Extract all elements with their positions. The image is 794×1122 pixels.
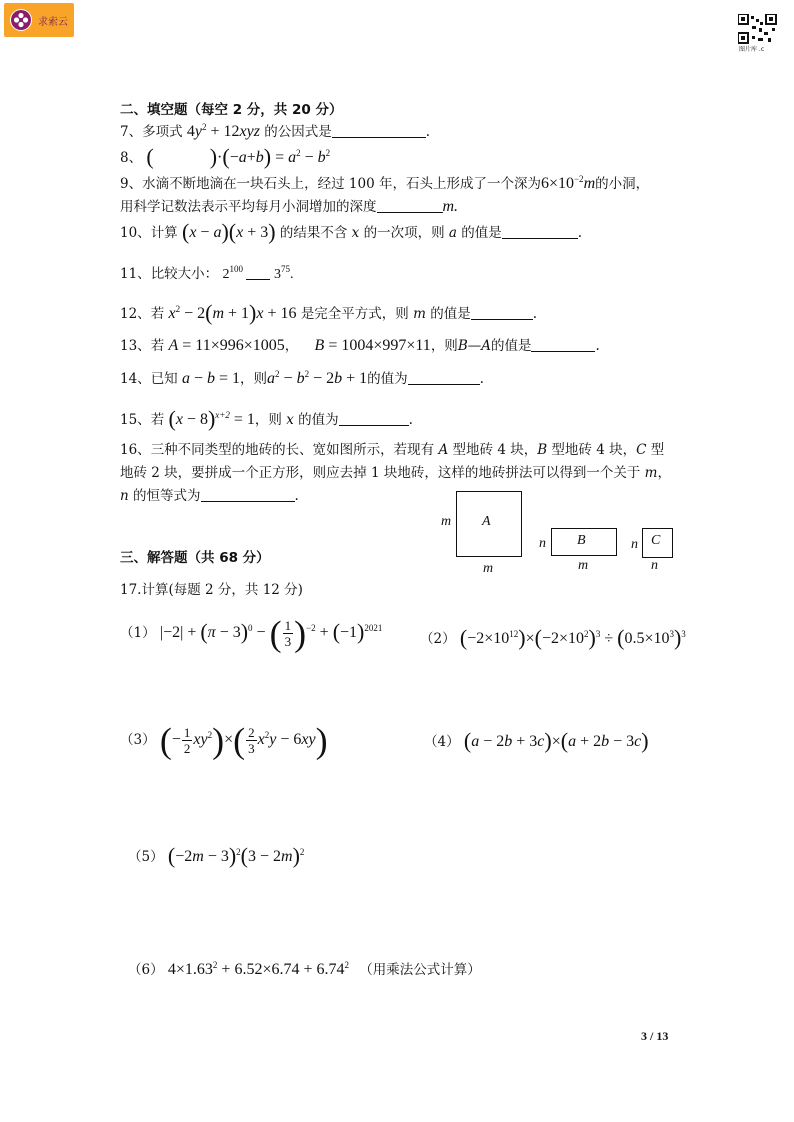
question-9: 9、水滴不断地滴在一块石头上，经过 100 年，石头上形成了一个深为$6\times 10^{-2}m$的小洞， <box>120 174 650 192</box>
tile-b-side: n <box>539 536 546 551</box>
p6-expression: $4\times 1.63^2 + 6.52\times 6.74 + 6.74^2$ <box>167 960 349 978</box>
question-16-line3: n 的恒等式为 . <box>120 488 299 504</box>
tile-c-bottom: n <box>651 558 658 573</box>
question-8: 8、 ( )$\cdot(-a+b) = a^2 - b^2$ <box>120 144 331 169</box>
q9-answer-blank[interactable] <box>377 200 443 213</box>
p1-expression: $|-2| + (\pi - 3)^0$ − ( $\frac{1}{3}$ )$^{-2} + (-1)^{2021}$ <box>159 613 383 654</box>
tile-b-bottom: m <box>578 558 589 573</box>
problem-6: （6） $4\times 1.63^2 + 6.52\times 6.74 + 6.74^2$ （用乘法公式计算） <box>128 960 481 978</box>
tile-c-label: C <box>651 533 661 548</box>
question-16: 16、三种不同类型的地砖的长、宽如图所示，若现有 A 型地砖 4 块，B 型地砖 4 块，C 型 <box>120 442 665 458</box>
q15-answer-blank[interactable] <box>339 413 409 426</box>
p5-expression: $(-2m - 3)^2(3 - 2m)^2$ <box>167 843 305 868</box>
question-16-line2: 地砖 2 块，要拼成一个正方形，则应去掉 1 块地砖，这样的地砖拼法可以得到一个关于 m， <box>120 465 671 481</box>
p3-expression: (− $\frac{1}{2}$ $xy^2)\times$( $\frac{2}{3}$ $x^2y - 6xy$) <box>159 720 328 761</box>
problem-3: （3） (− $\frac{1}{2}$ $xy^2)\times$( $\frac{2}{3}$ $x^2y - 6xy$) <box>120 720 328 761</box>
question-15: 15、若 $(x - 8)^{x+2} = 1$，则 x 的值为 . <box>120 406 413 431</box>
q7-answer-blank[interactable] <box>332 125 426 138</box>
logo-emblem-icon <box>10 9 32 31</box>
problem-5: （5） $(-2m - 3)^2(3 - 2m)^2$ <box>128 843 305 868</box>
q14-answer-blank[interactable] <box>408 372 480 385</box>
question-11: 11、比较大小： $2^{100}$ $3^{75}$. <box>120 264 294 282</box>
qr-label: 图片库 .c <box>739 46 765 53</box>
problem-4: （4） (a − 2b + 3c)×(a + 2b − 3c) <box>424 728 649 753</box>
section2-heading: 二、填空题（每空 2 分，共 20 分） <box>120 102 343 118</box>
q12-answer-blank[interactable] <box>471 307 533 320</box>
tile-a-label: A <box>482 514 491 529</box>
brand-logo <box>4 3 74 37</box>
q10-expression: (x − a)(x + 3) <box>181 219 276 244</box>
question-12: 12、若 $x^2 - 2(m + 1)x + 16$ 是完全平方式，则 m 的值是 . <box>120 300 538 325</box>
problem-1: （1） $|-2| + (\pi - 3)^0$ − ( $\frac{1}{3}$ )$^{-2} + (-1)^{2021}$ <box>120 613 383 654</box>
q7-expression: $4y^2 + 12xyz$ <box>186 122 260 140</box>
tile-b-label: B <box>577 533 586 548</box>
tile-a-bottom: m <box>483 561 494 576</box>
q14-expression-given: a − b = 1 <box>181 370 241 387</box>
q9-expression: $6\times 10^{-2}m$ <box>540 174 596 192</box>
problem-2: （2） $(-2\times 10^{12})\times(-2\times 10^2)^3 \div (0.5\times 10^3)^3$ <box>420 625 686 650</box>
tile-a-side: m <box>441 514 452 529</box>
q14-expression: $a^2 - b^2 - 2b + 1$ <box>267 369 368 387</box>
q15-expression: $(x - 8)^{x+2} = 1$ <box>168 406 255 431</box>
question-14: 14、已知 a − b = 1，则$a^2 - b^2 - 2b + 1$的值为 . <box>120 369 484 387</box>
q10-answer-blank[interactable] <box>502 226 578 239</box>
p4-expression: (a − 2b + 3c)×(a + 2b − 3c) <box>463 728 649 753</box>
question-17-heading: 17.计算(每题 2 分，共 12 分) <box>120 582 303 598</box>
q13-expression-a: A = 11×996×1005 <box>168 337 285 354</box>
q13-expression-b: B = 1004×997×11 <box>314 337 431 354</box>
question-10: 10、计算 (x − a)(x + 3) 的结果不含 x 的一次项，则 a 的值是 . <box>120 219 583 244</box>
q8-expression: ( )$\cdot(-a+b) = a^2 - b^2$ <box>146 144 331 169</box>
tile-c-side: n <box>631 537 638 552</box>
section3-heading: 三、解答题（共 68 分） <box>120 550 270 566</box>
page-number: 3 / 13 <box>641 1029 669 1043</box>
q11-expression: $2^{100}$ $3^{75}$. <box>222 264 294 282</box>
question-7: 7、多项式 $4y^2 + 12xyz$ 的公因式是 . <box>120 122 431 140</box>
question-9-line2: 用科学记数法表示平均每月小洞增加的深度 m. <box>120 198 459 215</box>
q11-answer-blank[interactable] <box>246 267 270 280</box>
logo-text: 求索云 <box>38 17 68 28</box>
p2-expression: $(-2\times 10^{12})\times(-2\times 10^2)^3 \div (0.5\times 10^3)^3$ <box>459 625 686 650</box>
q13-answer-blank[interactable] <box>531 339 595 352</box>
q16-answer-blank[interactable] <box>201 489 295 502</box>
q12-expression: $x^2 - 2(m + 1)x + 16$ <box>168 300 297 325</box>
question-13: 13、若 A = 11×996×1005， B = 1004×997×11，则B—A的值是 . <box>120 337 600 354</box>
